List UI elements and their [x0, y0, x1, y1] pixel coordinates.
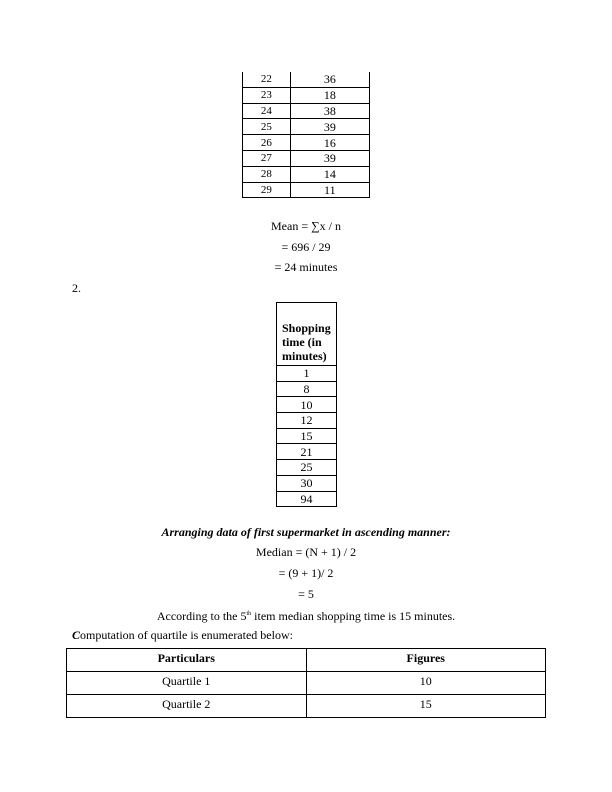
row-index-cell: 24 — [243, 103, 291, 119]
mean-substitution: = 696 / 29 — [281, 240, 331, 254]
figure-cell: 15 — [306, 695, 545, 718]
quartile-intro — [72, 628, 293, 642]
median-formula: Median = (N + 1) / 2 — [255, 545, 357, 559]
median-statement-suffix: item median shopping time is 15 minutes. — [251, 609, 456, 623]
median-statement — [0, 607, 612, 623]
row-index-cell: 23 — [243, 87, 291, 103]
row-index-cell: 26 — [243, 135, 291, 151]
data-table-continued — [242, 72, 370, 198]
shopping-time-cell: 15 — [277, 428, 337, 444]
table-row — [243, 87, 370, 103]
particular-cell: Quartile 1 — [67, 672, 307, 695]
row-index-cell: 22 — [243, 72, 291, 87]
row-value-cell: 14 — [290, 166, 369, 182]
shopping-time-table — [276, 302, 337, 507]
row-value-cell: 11 — [290, 182, 369, 198]
quartile-table — [66, 648, 546, 718]
table-row — [277, 460, 337, 476]
table-row — [277, 413, 337, 429]
table-row — [277, 366, 337, 382]
quartile-table-body — [67, 672, 546, 718]
table-row — [243, 182, 370, 198]
row-value-cell: 38 — [290, 103, 369, 119]
shopping-time-cell: 94 — [277, 491, 337, 507]
mean-result: = 24 minutes — [274, 260, 338, 274]
row-value-cell: 18 — [290, 87, 369, 103]
row-value-cell: 16 — [290, 135, 369, 151]
shopping-time-header: Shopping time (in minutes) — [277, 303, 337, 366]
ascending-heading: Arranging data of first supermarket in ascending manner: — [161, 525, 451, 539]
table-row — [67, 672, 546, 695]
table-row — [277, 381, 337, 397]
table-row — [243, 166, 370, 182]
shopping-time-cell: 8 — [277, 381, 337, 397]
row-index-cell: 25 — [243, 119, 291, 135]
table-row — [67, 695, 546, 718]
particular-cell: Quartile 2 — [67, 695, 307, 718]
data-table-body — [243, 72, 370, 198]
row-index-cell: 29 — [243, 182, 291, 198]
table-row — [243, 119, 370, 135]
question-number: 2. — [72, 281, 81, 295]
shopping-time-cell: 10 — [277, 397, 337, 413]
shopping-time-cell: 12 — [277, 413, 337, 429]
mean-formula: Mean = ∑x / n — [271, 219, 341, 233]
figures-header: Figures — [306, 649, 545, 672]
row-index-cell: 27 — [243, 150, 291, 166]
table-row — [277, 491, 337, 507]
table-row — [277, 444, 337, 460]
ordinal-suffix: th — [246, 611, 252, 617]
shopping-time-cell: 21 — [277, 444, 337, 460]
quartile-intro-text: omputation of quartile is enumerated below: — [80, 628, 293, 642]
quartile-intro-initial: C — [72, 628, 81, 642]
row-value-cell: 39 — [290, 150, 369, 166]
row-value-cell: 39 — [290, 119, 369, 135]
table-row — [277, 397, 337, 413]
table-row — [277, 475, 337, 491]
median-result: = 5 — [298, 587, 314, 601]
table-row — [243, 103, 370, 119]
figure-cell: 10 — [306, 672, 545, 695]
shopping-time-cell: 30 — [277, 475, 337, 491]
table-row — [243, 135, 370, 151]
shopping-time-cell: 1 — [277, 366, 337, 382]
median-substitution: = (9 + 1)/ 2 — [278, 566, 334, 580]
table-row — [243, 150, 370, 166]
row-value-cell: 36 — [290, 72, 369, 87]
particulars-header: Particulars — [67, 649, 307, 672]
table-row — [243, 72, 370, 87]
shopping-time-cell: 25 — [277, 460, 337, 476]
table-row — [277, 428, 337, 444]
median-statement-prefix: According to the 5 — [156, 609, 247, 623]
shopping-time-body — [277, 366, 337, 507]
row-index-cell: 28 — [243, 166, 291, 182]
